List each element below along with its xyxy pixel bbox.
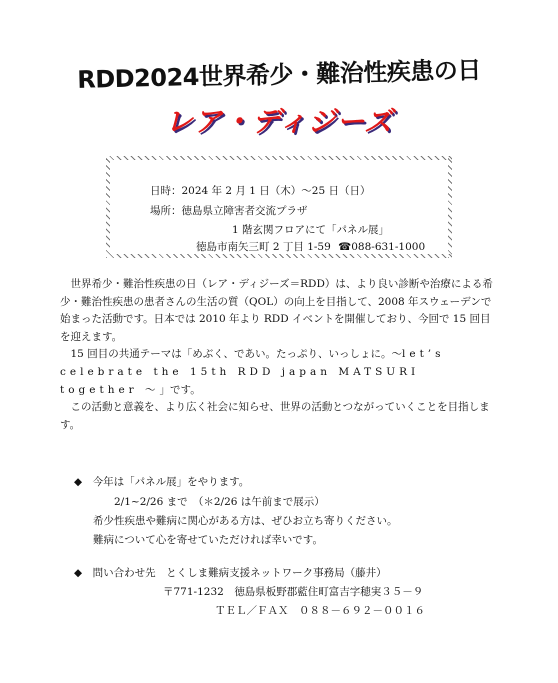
theme-end: 」です。 — [159, 383, 201, 396]
theme-en: let’s celebrate the 15th RDD japan MATSURI together ～ — [60, 348, 445, 396]
event-place: 場所：徳島県立障害者交流プラザ — [150, 205, 308, 217]
panel-thanks: 難病について心を寄せていただければ幸いです。 — [93, 534, 323, 546]
diamond-bullet-icon: ◆ — [74, 476, 83, 488]
page-subtitle: レア・ディジーズ — [164, 105, 394, 138]
event-floor: 1 階玄関フロアにて「パネル展」 — [232, 224, 390, 236]
panel-headline-text: 今年は「パネル展」をやります。 — [92, 476, 250, 488]
page-title: RDD2024世界希少・難治性疾患の日 — [76, 56, 482, 94]
paragraph-intro: 世界希少・難治性疾患の日（レア・ディジーズ＝RDD）は、より良い診断や治療による希少・難治性疾患の患者さんの生活の質（QOL）の向上を目指して、2008 年スウェーデンで始まった活動です。日本では 2010 年より RDD イベントを開催しており、今回で 15 回目を迎えます。 — [60, 278, 493, 343]
contact-address: 徳島県板野郡藍住町富吉字穂実３５－９ — [234, 586, 424, 598]
contact-label: 問い合わせ先 — [92, 567, 156, 579]
contact-telfax: ＴＥＬ／ＦＡＸ ０８８－６９２－００１６ — [215, 605, 425, 617]
contact-heading — [74, 565, 387, 580]
contact-postal: 〒771-1232 — [163, 586, 224, 598]
event-date: 日時：2024 年 2 月 1 日（木）～25 日（日） — [150, 185, 371, 197]
contact-address-line — [163, 584, 423, 599]
paragraph-theme — [60, 346, 500, 399]
panel-invite: 希少性疾患や難病に関心がある方は、ぜひお立ち寄りください。 — [93, 515, 398, 527]
telephone-icon: ☎ — [338, 241, 352, 253]
body-text — [60, 276, 500, 434]
panel-dates: 2/1~2/26 まで （＊2/26 は午前まで展示） — [114, 496, 325, 508]
event-address-line — [196, 239, 425, 254]
event-phone: 088-631-1000 — [351, 241, 426, 253]
panel-headline — [74, 474, 249, 489]
diamond-bullet-icon: ◆ — [74, 567, 83, 579]
event-address: 徳島市南矢三町 2 丁目 1-59 — [196, 241, 331, 253]
contact-org: とくしま難病支援ネットワーク事務局（藤井） — [166, 567, 387, 579]
paragraph-goal: この活動と意義を、より広く社会に知らせ、世界の活動とつながっていくことを目指します。 — [60, 401, 490, 431]
info-box — [106, 156, 452, 258]
theme-jp: 15 回目の共通テーマは「めぶく、であい。たっぷり、いっしょに。～ — [70, 348, 402, 361]
